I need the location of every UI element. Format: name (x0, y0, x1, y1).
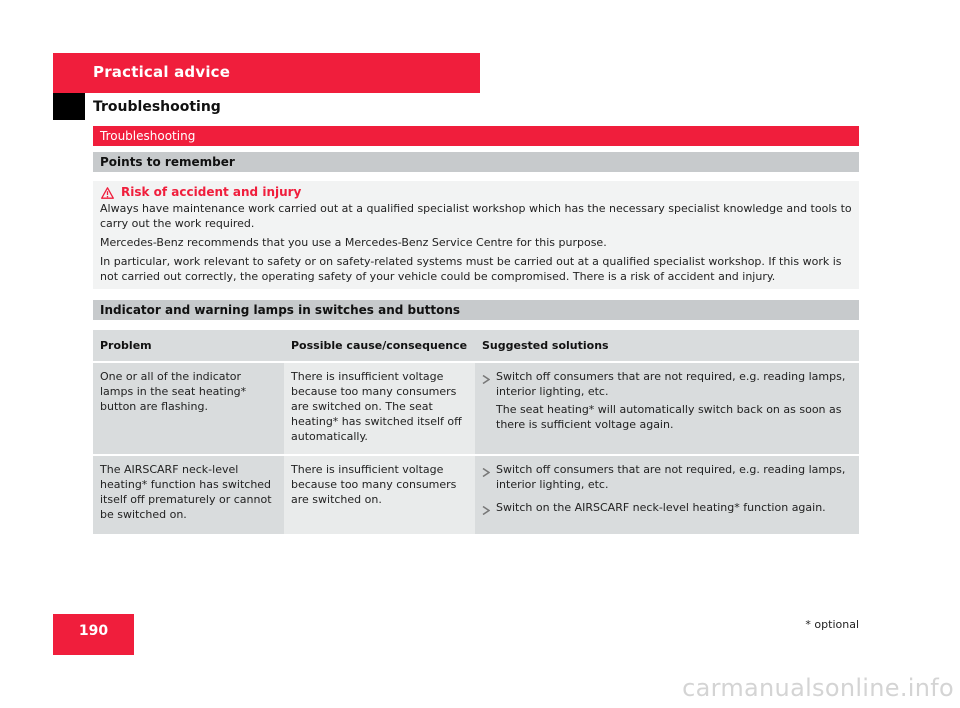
footnote: * optional (805, 618, 859, 631)
column-header-solutions: Suggested solutions (475, 330, 859, 362)
solution-text: Switch off consumers that are not required, e.g. reading lamps, interior lighting, etc. (496, 463, 846, 491)
arrow-right-icon (482, 369, 492, 435)
troubleshooting-table (93, 330, 859, 536)
chapter-bar: Troubleshooting (93, 126, 859, 146)
problem-cell: One or all of the indicator lamps in the seat heating* button are flashing. (93, 362, 284, 455)
problem-cell: The AIRSCARF neck-level heating* function has switched itself off prematurely or cannot be switched on. (93, 455, 284, 535)
solution-text: Switch off consumers that are not required, e.g. reading lamps, interior lighting, etc. (496, 370, 846, 398)
column-header-cause: Possible cause/consequence (284, 330, 475, 362)
section-title: Practical advice (93, 63, 231, 81)
solution-item (482, 369, 852, 435)
warning-paragraph: In particular, work relevant to safety or on safety-related systems must be carried out at a qualified specialist workshop. If this work is not carried out correctly, the operating safety of your vehicle could be compromised. There is a risk of accident and injury. (100, 255, 842, 283)
indicator-lamps-bar: Indicator and warning lamps in switches and buttons (93, 300, 859, 320)
solutions-cell (475, 455, 859, 535)
table-row (93, 455, 859, 535)
watermark: carmanualsonline.info (682, 674, 954, 702)
warning-paragraph: Mercedes-Benz recommends that you use a Mercedes-Benz Service Centre for this purpose. (100, 236, 607, 249)
section-header (53, 53, 480, 93)
warning-heading (101, 185, 853, 200)
cause-cell: There is insufficient voltage because too many consumers are switched on. (284, 455, 475, 535)
warning-triangle-icon (101, 187, 114, 199)
solution-item (482, 500, 852, 519)
table-header-row (93, 330, 859, 362)
header-marker (53, 93, 85, 120)
points-to-remember-bar: Points to remember (93, 152, 859, 172)
warning-title: Risk of accident and injury (121, 185, 302, 199)
solution-item (482, 462, 852, 495)
arrow-right-icon (482, 500, 492, 519)
page-number: 190 (53, 614, 134, 655)
arrow-right-icon (482, 462, 492, 495)
table-row (93, 362, 859, 455)
cause-cell: There is insufficient voltage because too many consumers are switched on. The seat heating* has switched itself off automatically. (284, 362, 475, 455)
warning-paragraph: Always have maintenance work carried out at a qualified specialist workshop which has the necessary specialist knowledge and tools to carry out the work required. (100, 202, 852, 230)
warning-box (93, 181, 859, 289)
solution-note: The seat heating* will automatically switch back on as soon as there is sufficient voltage again. (496, 403, 842, 431)
solution-text: Switch on the AIRSCARF neck-level heating* function again. (496, 501, 826, 514)
column-header-problem: Problem (93, 330, 284, 362)
solutions-cell (475, 362, 859, 455)
subsection-title: Troubleshooting (93, 99, 221, 115)
